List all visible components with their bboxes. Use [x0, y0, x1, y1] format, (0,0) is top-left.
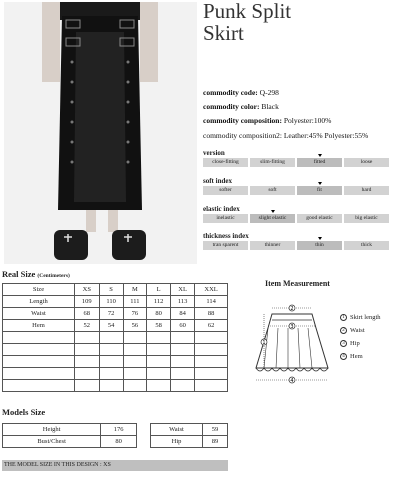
spec-composition2 [203, 131, 368, 140]
legend-label: Skirt length [350, 314, 381, 321]
legend-number: 4 [340, 353, 347, 360]
real-size-table [2, 283, 228, 392]
spec-composition [203, 116, 331, 125]
legend-skirt-length [340, 314, 381, 321]
legend-label: Hip [350, 340, 360, 347]
table-row-empty [3, 368, 228, 380]
table-row [3, 320, 228, 332]
models-size-heading: Models Size [2, 407, 46, 417]
scale-option: soft [250, 186, 295, 195]
scale-option: thinner [250, 241, 295, 250]
legend-number: 3 [340, 340, 347, 347]
table-row-empty [3, 332, 228, 344]
thickness-index-scale [203, 241, 389, 250]
spec-value: Polyester:100% [283, 116, 332, 125]
table-row-empty [3, 380, 228, 392]
model-size-banner: THE MODEL SIZE IN THIS DESIGN : XS [2, 460, 228, 471]
table-cell: 109 [75, 296, 100, 308]
table-row-empty [3, 344, 228, 356]
table-cell: 59 [203, 424, 228, 436]
elastic-index-scale [203, 214, 389, 223]
table-cell: 111 [123, 296, 147, 308]
scale-option: thin [297, 241, 342, 250]
table-cell: 56 [123, 320, 147, 332]
table-cell: 112 [147, 296, 171, 308]
soft-index-title: soft index [203, 177, 232, 185]
table-cell: Waist [3, 308, 75, 320]
table-header-row [3, 284, 228, 296]
table-header: S [99, 284, 123, 296]
real-size-title: Real Size [2, 269, 36, 279]
table-cell: 76 [123, 308, 147, 320]
real-size-unit: (Centimeters) [37, 273, 70, 279]
real-size-heading [2, 269, 70, 279]
table-cell: 89 [203, 436, 228, 448]
version-scale [203, 158, 389, 167]
table-cell: 54 [99, 320, 123, 332]
table-cell: 68 [75, 308, 100, 320]
item-measurement-title: Item Measurement [265, 279, 330, 288]
spacer [136, 424, 150, 436]
table-header: Size [3, 284, 75, 296]
table-cell: 62 [195, 320, 228, 332]
spec-key: commodity color: [203, 102, 260, 111]
legend-waist [340, 327, 365, 334]
version-title: version [203, 149, 225, 157]
table-cell: 72 [99, 308, 123, 320]
table-cell: Hem [3, 320, 75, 332]
soft-index-scale [203, 186, 389, 195]
table-row-empty [3, 356, 228, 368]
legend-number: 2 [340, 327, 347, 334]
scale-option: slight elastic [250, 214, 295, 223]
table-row [3, 296, 228, 308]
models-size-table [2, 423, 228, 448]
scale-option: thick [344, 241, 389, 250]
table-row [3, 436, 228, 448]
scale-option: close-fitting [203, 158, 248, 167]
table-cell: Hip [150, 436, 202, 448]
table-cell: 60 [171, 320, 195, 332]
table-header: XXL [195, 284, 228, 296]
table-cell: 80 [147, 308, 171, 320]
svg-text:4: 4 [290, 378, 294, 384]
scale-option: tran sparent [203, 241, 248, 250]
scale-option: fit [297, 186, 342, 195]
table-cell: Waist [150, 424, 202, 436]
table-cell: 110 [99, 296, 123, 308]
scale-option: slim-fitting [250, 158, 295, 167]
spec-key: commodity composition2: [203, 131, 282, 140]
product-title [203, 0, 291, 44]
svg-text:2: 2 [290, 306, 294, 312]
spec-code [203, 88, 279, 97]
elastic-index-title: elastic index [203, 205, 240, 213]
table-header: M [123, 284, 147, 296]
spec-color [203, 102, 279, 111]
svg-text:1: 1 [262, 340, 266, 346]
table-cell: Length [3, 296, 75, 308]
scale-option: good elastic [297, 214, 342, 223]
spec-key: commodity code: [203, 88, 258, 97]
table-header: L [147, 284, 171, 296]
table-header: XL [171, 284, 195, 296]
legend-number: 1 [340, 314, 347, 321]
legend-hip [340, 340, 360, 347]
legend-label: Waist [350, 327, 365, 334]
title-line-2: Skirt [203, 21, 244, 45]
svg-text:3: 3 [290, 324, 294, 330]
legend-label: Hem [350, 353, 363, 360]
table-header: XS [75, 284, 100, 296]
spacer [136, 436, 150, 448]
table-row [3, 424, 228, 436]
product-photo [4, 2, 197, 264]
table-cell: 84 [171, 308, 195, 320]
table-cell: Height [3, 424, 101, 436]
table-cell: 114 [195, 296, 228, 308]
table-cell: 113 [171, 296, 195, 308]
table-cell: 80 [101, 436, 137, 448]
table-cell: 88 [195, 308, 228, 320]
scale-option: softer [203, 186, 248, 195]
spec-value: Leather:45% Polyester:55% [283, 131, 369, 140]
table-cell: 52 [75, 320, 100, 332]
table-cell: 58 [147, 320, 171, 332]
thickness-index-title: thickness index [203, 232, 249, 240]
table-cell: Bust/Chest [3, 436, 101, 448]
title-line-1: Punk Split [203, 0, 292, 23]
legend-hem [340, 353, 363, 360]
scale-option: hard [344, 186, 389, 195]
table-cell: 176 [101, 424, 137, 436]
spec-value: Black [261, 102, 279, 111]
scale-option: fitted [297, 158, 342, 167]
table-row [3, 308, 228, 320]
scale-option: loose [344, 158, 389, 167]
spec-key: commodity composition: [203, 116, 282, 125]
skirt-diagram [250, 298, 335, 390]
spec-value: Q-298 [259, 88, 279, 97]
scale-option: big elastic [344, 214, 389, 223]
scale-option: inelastic [203, 214, 248, 223]
